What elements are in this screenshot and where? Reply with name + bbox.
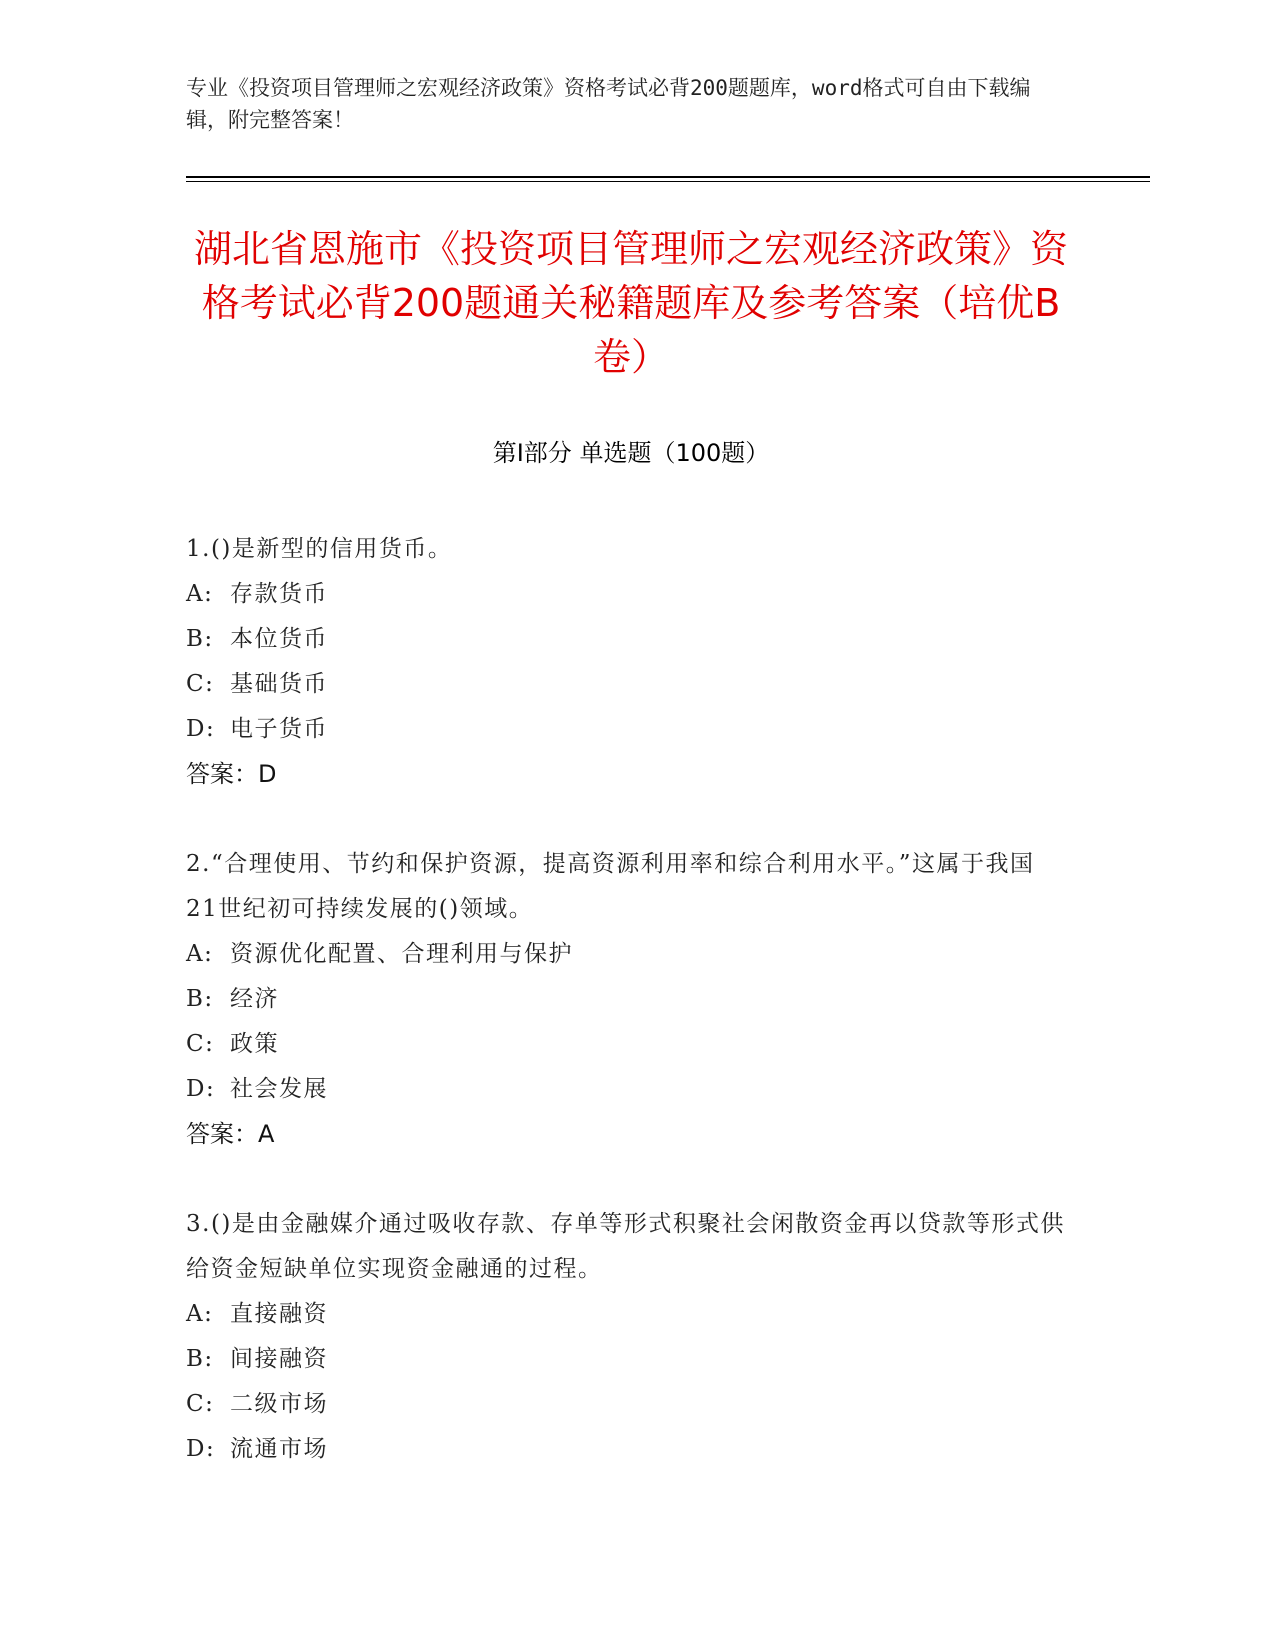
option-text: 经济 [230,986,279,1012]
option-text: 基础货币 [230,671,328,697]
question-stem: 2.“合理使用、节约和保护资源，提高资源利用率和综合利用水平。”这属于我国21世纪初可持续发展的()领域。 [186,851,1035,922]
option-letter: A: [186,941,214,967]
question-2 [186,842,1066,1157]
option-b [186,1337,1066,1382]
answer: 答案：D [186,760,277,788]
option-letter: C: [186,1391,215,1417]
option-text: 本位货币 [230,626,328,652]
option-text: 流通市场 [230,1436,328,1462]
option-letter: A: [186,581,214,607]
document-title: 湖北省恩施市《投资项目管理师之宏观经济政策》资格考试必背200题通关秘籍题库及参考答案（培优B卷） [193,227,1068,379]
option-d [186,707,1066,752]
option-d [186,1067,1066,1112]
option-letter: B: [186,626,214,652]
option-text: 间接融资 [230,1346,328,1372]
option-text: 政策 [230,1031,279,1057]
option-c [186,1382,1066,1427]
option-letter: B: [186,986,214,1012]
answer: 答案：A [186,1120,275,1148]
option-letter: D: [186,1436,216,1462]
question-stem: 1.()是新型的信用货币。 [186,536,453,562]
option-letter: C: [186,1031,215,1057]
header-rule-thin [186,181,1150,182]
option-text: 资源优化配置、合理利用与保护 [230,941,573,967]
header-rule-thick [186,176,1150,178]
option-letter: B: [186,1346,214,1372]
question-1 [186,527,1066,797]
option-text: 直接融资 [230,1301,328,1327]
option-text: 社会发展 [230,1076,328,1102]
option-b [186,617,1066,662]
section-title: 第Ⅰ部分 单选题（100题） [492,439,770,467]
option-letter: D: [186,716,216,742]
option-text: 二级市场 [230,1391,328,1417]
option-c [186,1022,1066,1067]
option-a [186,932,1066,977]
option-a [186,1292,1066,1337]
question-list [186,527,1066,1517]
option-b [186,977,1066,1022]
header-note: 专业《投资项目管理师之宏观经济政策》资格考试必背200题题库，word格式可自由下载编辑，附完整答案！ [186,76,1031,132]
option-c [186,662,1066,707]
option-d [186,1427,1066,1472]
question-3 [186,1202,1066,1472]
option-letter: D: [186,1076,216,1102]
option-letter: C: [186,671,215,697]
option-a [186,572,1066,617]
option-text: 电子货币 [230,716,328,742]
option-text: 存款货币 [230,581,328,607]
question-stem: 3.()是由金融媒介通过吸收存款、存单等形式积聚社会闲散资金再以贷款等形式供给资金短缺单位实现资金融通的过程。 [186,1211,1065,1282]
option-letter: A: [186,1301,214,1327]
